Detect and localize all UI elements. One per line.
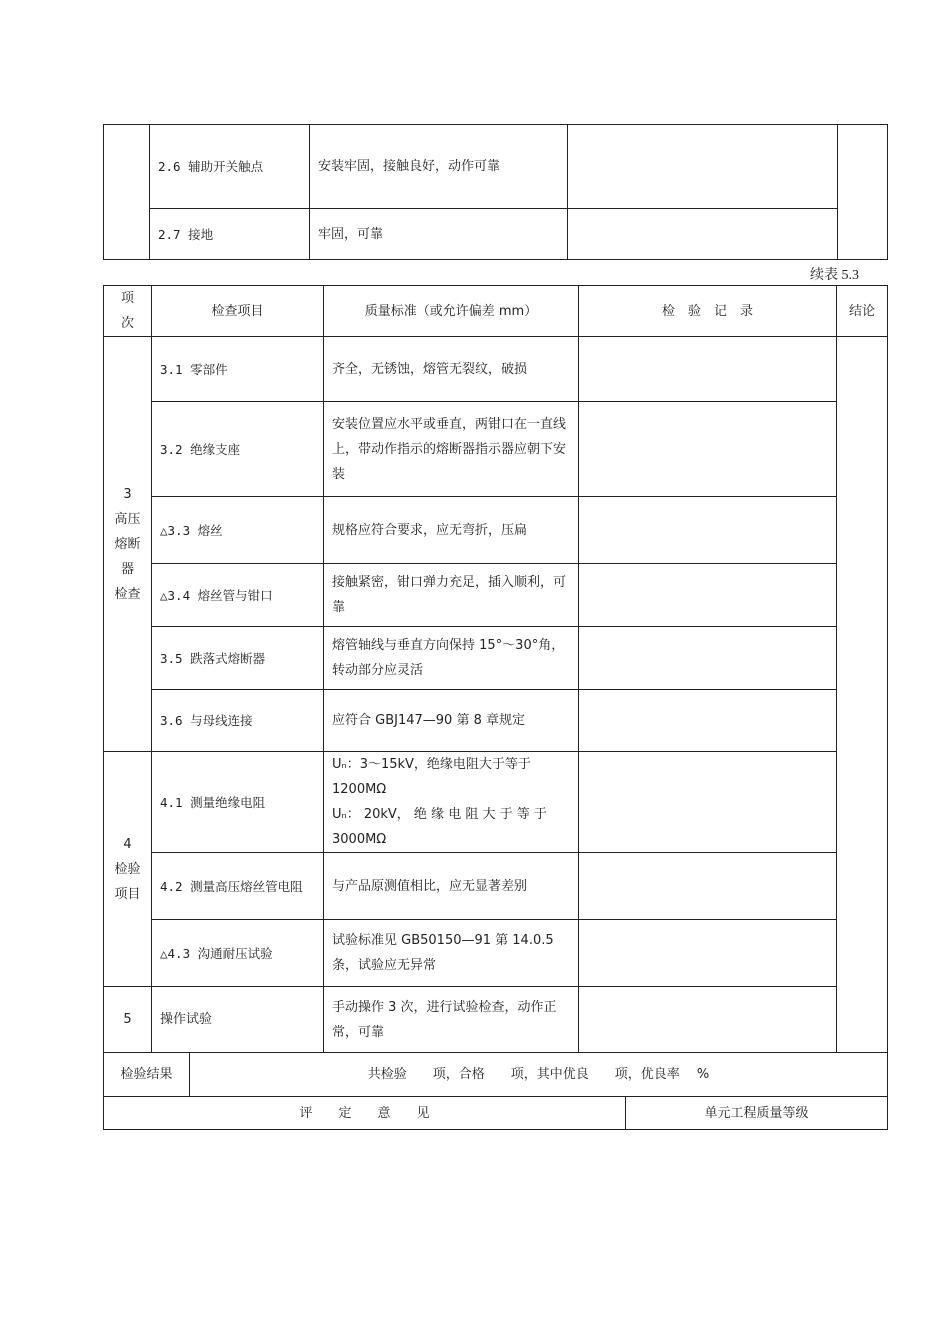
- table-row-item: 3.6 与母线连接: [152, 690, 324, 752]
- table-row-standard: 接触紧密，钳口弹力充足，插入顺利，可靠: [324, 564, 579, 627]
- unit-quality-grade: 单元工程质量等级: [626, 1097, 888, 1130]
- table-row-record[interactable]: [579, 402, 837, 497]
- result-label: 检验结果: [104, 1053, 190, 1097]
- table-row-standard: 安装牢固，接触良好，动作可靠: [310, 125, 568, 209]
- table-row-item: 操作试验: [152, 987, 324, 1053]
- table-row-record[interactable]: [579, 920, 837, 987]
- table-row-item: △3.3 熔丝: [152, 497, 324, 564]
- table-row-record[interactable]: [579, 987, 837, 1053]
- result-text[interactable]: 共检验 项，合格 项，其中优良 项，优良率 %: [190, 1053, 888, 1097]
- header-item: 检查项目: [152, 286, 324, 337]
- table-row-record[interactable]: [579, 564, 837, 627]
- evaluation-opinion: 评 定 意 见: [104, 1097, 626, 1130]
- table-row-item: 2.6 辅助开关触点: [150, 125, 310, 209]
- top-conclusion-cell[interactable]: [838, 125, 888, 260]
- table-row-standard: 试验标准见 GB50150—91 第 14.0.5 条，试验应无异常: [324, 920, 579, 987]
- table-row-record[interactable]: [579, 853, 837, 920]
- table-row-standard: 齐全，无锈蚀，熔管无裂纹，破损: [324, 337, 579, 402]
- header-standard: 质量标准（或允许偏差 mm）: [324, 286, 579, 337]
- table-row-standard: 牢固，可靠: [310, 209, 568, 260]
- table-row-standard: 规格应符合要求，应无弯折，压扁: [324, 497, 579, 564]
- continued-table-label: 续表 5.3: [810, 268, 859, 283]
- table-row-standard: 手动操作 3 次，进行试验检查，动作正常，可靠: [324, 987, 579, 1053]
- footer-table: [103, 1096, 888, 1130]
- header-conclusion: 结论: [837, 286, 888, 337]
- table-row-item: 3.2 绝缘支座: [152, 402, 324, 497]
- table-row-item: 2.7 接地: [150, 209, 310, 260]
- main-table: [103, 285, 888, 1053]
- group-4-label: 4 检验 项目: [104, 752, 152, 987]
- table-row-record[interactable]: [579, 627, 837, 690]
- group-5-label: 5: [104, 987, 152, 1053]
- header-seq: 项 次: [104, 286, 152, 337]
- table-row-record[interactable]: [579, 337, 837, 402]
- table-row-record[interactable]: [579, 690, 837, 752]
- header-record: 检 验 记 录: [579, 286, 837, 337]
- top-seq-cell: [104, 125, 150, 260]
- table-row-item: △3.4 熔丝管与钳口: [152, 564, 324, 627]
- conclusion-cell[interactable]: [837, 337, 888, 1053]
- table-row-item: 3.1 零部件: [152, 337, 324, 402]
- group-3-label: 3 高压 熔断 器 检查: [104, 337, 152, 752]
- table-row-item: 3.5 跌落式熔断器: [152, 627, 324, 690]
- table-row-record[interactable]: [568, 209, 838, 260]
- table-row-record[interactable]: [579, 752, 837, 853]
- table-row-standard: 安装位置应水平或垂直，两钳口在一直线上，带动作指示的熔断器指示器应朝下安装: [324, 402, 579, 497]
- top-table: [103, 124, 888, 260]
- table-row-item: 4.1 测量绝缘电阻: [152, 752, 324, 853]
- table-row-standard: Uₙ：3～15kV，绝缘电阻大于等于 1200MΩ Uₙ： 20kV， 绝 缘 电 阻 大 于 等 于 3000MΩ: [324, 752, 579, 853]
- table-row-item: △4.3 沟通耐压试验: [152, 920, 324, 987]
- table-row-standard: 熔管轴线与垂直方向保持 15°～30°角，转动部分应灵活: [324, 627, 579, 690]
- table-row-standard: 应符合 GBJ147—90 第 8 章规定: [324, 690, 579, 752]
- table-row-record[interactable]: [568, 125, 838, 209]
- table-row-standard: 与产品原测值相比，应无显著差别: [324, 853, 579, 920]
- table-row-item: 4.2 测量高压熔丝管电阻: [152, 853, 324, 920]
- result-table: [103, 1052, 888, 1097]
- table-row-record[interactable]: [579, 497, 837, 564]
